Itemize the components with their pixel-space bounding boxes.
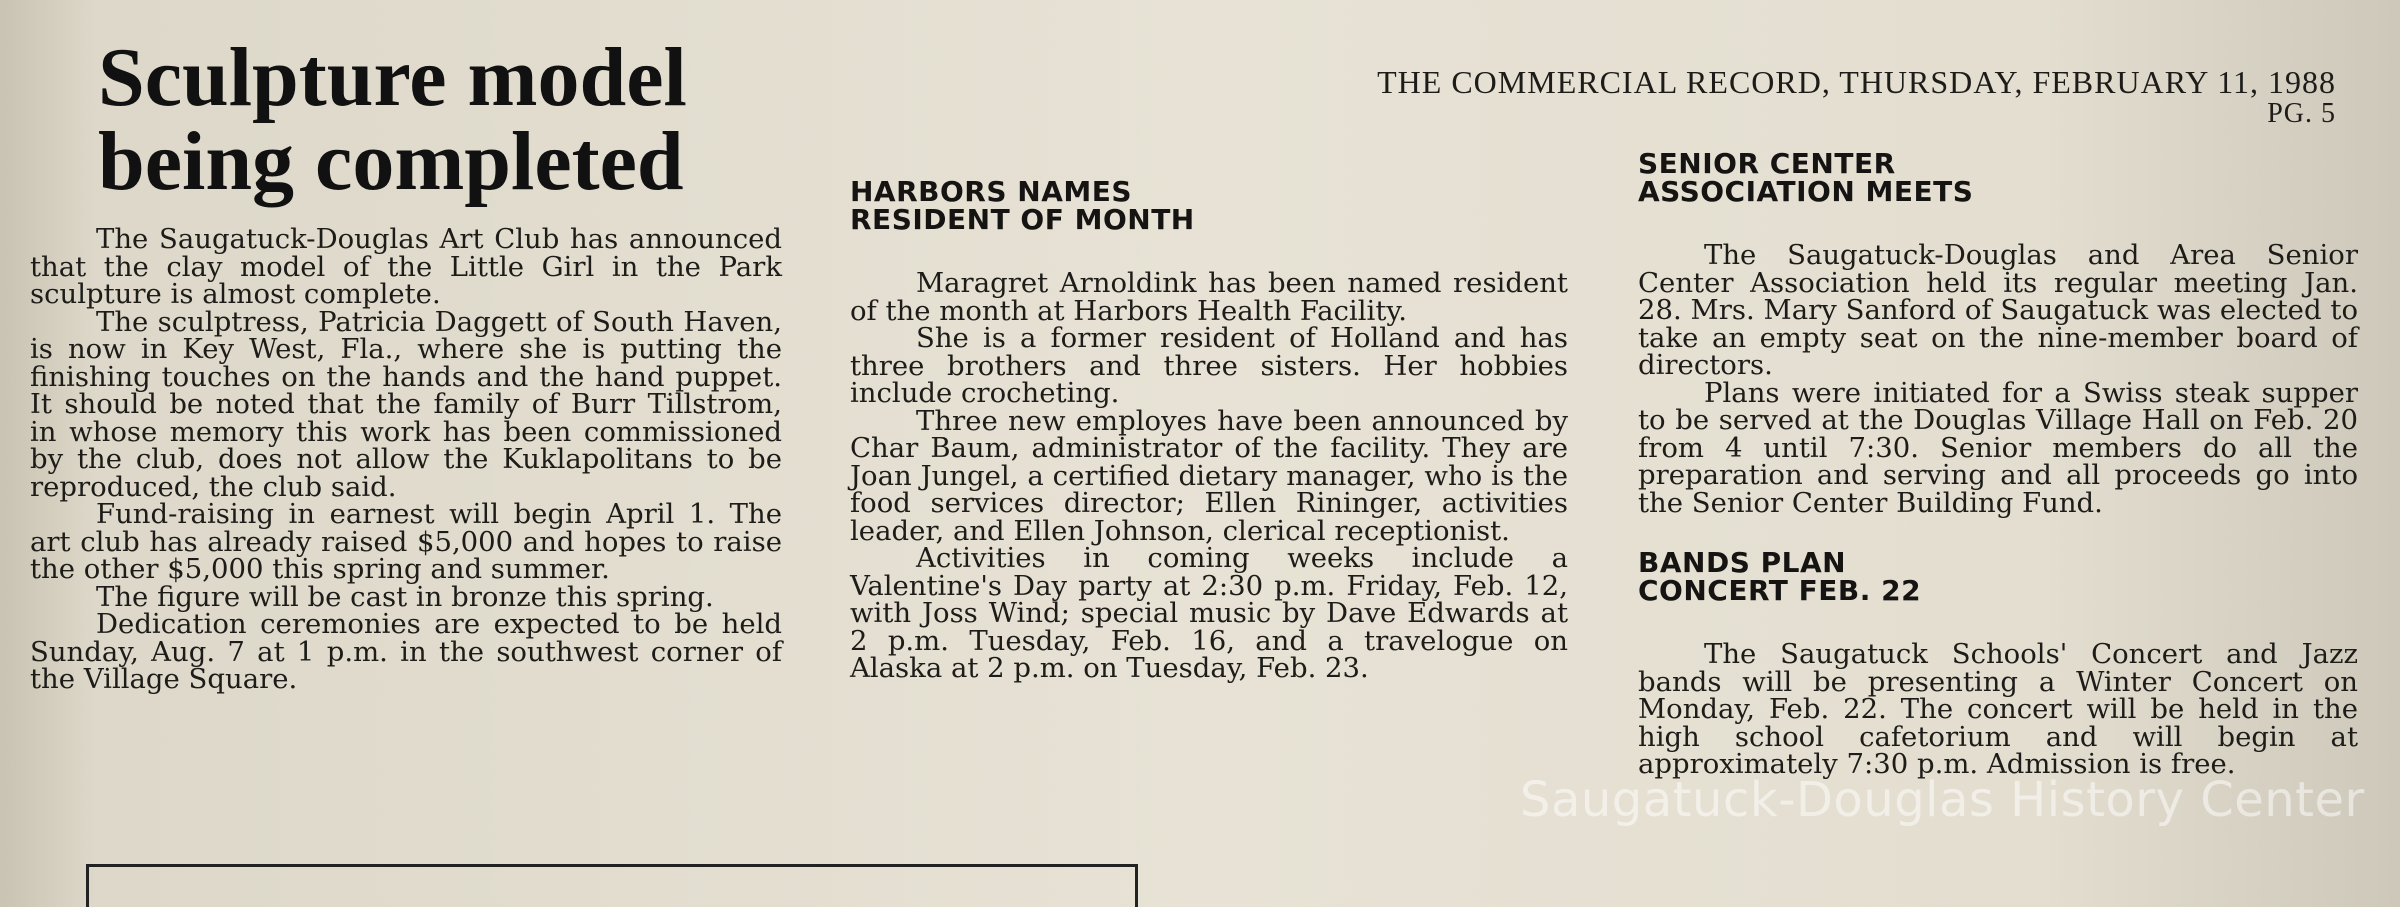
next-article-border [86, 864, 1138, 907]
bands-heading [1638, 546, 2358, 607]
article-paragraph: The figure will be cast in bronze this spring. [96, 580, 714, 613]
newspaper-masthead [1377, 66, 2336, 128]
watermark: Saugatuck-Douglas History Center [1520, 772, 2365, 828]
article-paragraph: She is a former resident of Holland and has three brothers and three sisters. Her hobbies include crocheting. [850, 322, 1568, 409]
article-paragraph: Three new employes have been announced by Char Baum, administrator of the facility. They are Joan Jungel, a certified dietary manager, who is the food services director; Ellen Rininger, activities leader, and Ellen Johnson, clerical receptionist. [850, 404, 1568, 547]
article-paragraph: The Saugatuck Schools' Concert and Jazz bands will be presenting a Winter Concert on Monday, Feb. 22. The concert will be held in the high school cafetorium and will begin at approximately 7:30 p.m. Admission is free. [1638, 638, 2358, 780]
article-paragraph: Maragret Arnoldink has been named resident of the month at Harbors Health Facility. [850, 267, 1568, 327]
article-paragraph: Dedication ceremonies are expected to be held Sunday, Aug. 7 at 1 p.m. in the southwest corner of the Village Square. [30, 608, 782, 695]
article-paragraph: Plans were initiated for a Swiss steak supper to be served at the Douglas Village Hall on Feb. 20 from 4 until 7:30. Senior members do all the preparation and serving and all proceeds go into the Senior Center Building Fund. [1638, 376, 2358, 519]
article-paragraph: Fund-raising in earnest will begin April 1. The art club has already raised $5,000 and hopes to raise the other $5,000 this spring and summer. [30, 498, 782, 585]
article-paragraph: The Saugatuck-Douglas and Area Senior Center Association held its regular meeting Jan. 28. Mrs. Mary Sanford of Saugatuck was elected to take an empty seat on the nine-member board of directors. [1638, 239, 2358, 381]
senior-center-column [1638, 147, 2358, 780]
heading-line: BANDS PLAN [1638, 546, 1847, 579]
heading-line: ASSOCIATION MEETS [1638, 175, 1974, 208]
article-paragraph: The Saugatuck-Douglas Art Club has announced that the clay model of the Little Girl in the Park sculpture is almost complete. [30, 223, 782, 310]
heading-line: HARBORS NAMES [850, 175, 1133, 208]
harbors-heading [850, 175, 1568, 236]
sculpture-article-body [30, 223, 782, 695]
headline-line: being completed [98, 115, 684, 208]
page-number: PG. 5 [2267, 98, 2336, 129]
senior-center-heading [1638, 147, 2358, 208]
heading-line: SENIOR CENTER [1638, 147, 1896, 180]
headline-line: Sculpture model [98, 31, 687, 124]
article-paragraph: The sculptress, Patricia Daggett of South Haven, is now in Key West, Fla., where she is putting the finishing touches on the hands and the hand puppet. It should be noted that the family of Burr Tillstrom, in whose memory this work has been commissioned by the club, does not allow the Kuklapolitans to be reproduced, the club said. [30, 305, 782, 503]
heading-line: CONCERT FEB. 22 [1638, 574, 1922, 607]
article-headline [98, 31, 687, 208]
heading-line: RESIDENT OF MONTH [850, 203, 1195, 236]
harbors-article [850, 175, 1568, 684]
article-paragraph: Activities in coming weeks include a Valentine's Day party at 2:30 p.m. Friday, Feb. 12, with Joss Wind; special music by Dave Edwards at 2 p.m. Tuesday, Feb. 16, and a travelogue on Alaska at 2 p.m. on Tuesday, Feb. 23. [850, 542, 1568, 684]
masthead-dateline: THE COMMERCIAL RECORD, THURSDAY, FEBRUARY 11, 1988 [1377, 64, 2336, 100]
